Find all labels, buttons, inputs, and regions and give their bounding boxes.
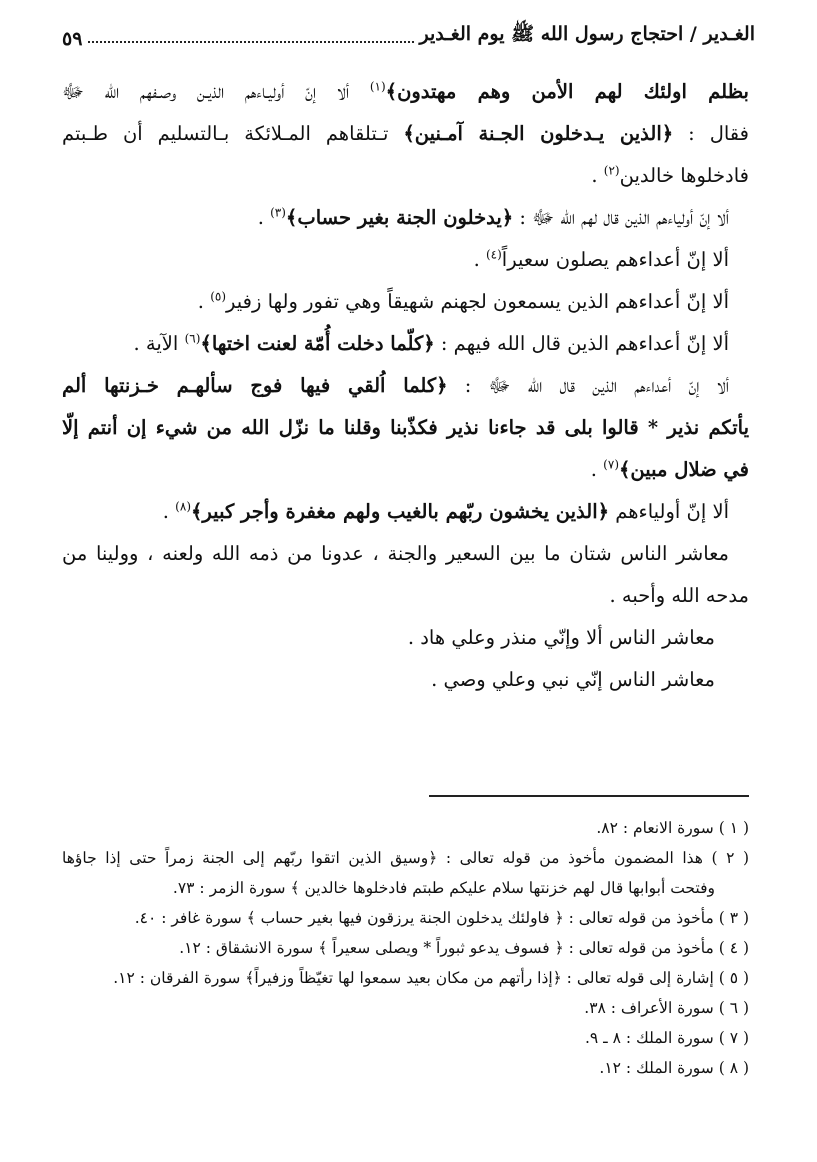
text-span: ألا إنّ أولياءهم الذين قال لهم الله ﷻ : (513, 206, 729, 229)
text-line-15 (62, 660, 715, 700)
text-span: مدحه الله وأحبه . (609, 584, 749, 607)
quran-quote: ﴿الذين يـدخلون الجـنة آمـنين﴾ (403, 122, 674, 145)
footnote-3: ( ٣ ) مأخوذ من قوله تعالى : ﴿ فاولئك يدخلون الجنة يرزقون فيها بغير حساب ﴾ سورة غافر : ٤٠. (134, 909, 749, 927)
text-line-5 (62, 240, 729, 280)
text-span: ألا إنّ أعداءهم يصلون سعيراً (501, 248, 729, 271)
text-span: ألا إنّ أعداءهم الذين قال الله ﷻ : (447, 374, 729, 397)
footnote-ref: (٣) (270, 205, 286, 220)
text-span: . (590, 458, 604, 481)
text-span: . (591, 164, 604, 187)
page-header (62, 14, 755, 50)
footnote-2-continued: وفتحت أبوابها قال لهم خزنتها سلام عليكم طبتم فادخلوها خالدين ﴾ سورة الزمر : ٧٣. (172, 879, 715, 897)
text-span: معاشر الناس إنّي نبي وعلي وصي . (431, 668, 715, 691)
text-span: فادخلوها خالدين (619, 164, 749, 187)
quran-quote: بظلم اولئك لهم الأمن وهم مهتدون﴾ (385, 80, 749, 103)
text-span: فقال : (673, 122, 749, 145)
footnote-4: ( ٤ ) مأخوذ من قوله تعالى : ﴿ فسوف يدعو ثبوراً * ويصلى سعيراً ﴾ سورة الانشقاق : ١٢. (179, 939, 749, 957)
text-span: تـتلقاهم المـلائكة بـالتسليم أن طـبتم (62, 122, 404, 145)
text-span: معاشر الناس ألا وإنّي منذر وعلي هاد . (407, 626, 715, 649)
footnote-2: ( ٢ ) هذا المضمون مأخوذ من قوله تعالى : ﴿وسيق الذين اتقوا ربّهم إلى الجنة زمراً حتى إذا جاؤها (62, 849, 749, 867)
footnote-ref: (٨) (175, 499, 191, 514)
footnote-1: ( ١ ) سورة الانعام : ٨٢. (596, 819, 749, 837)
text-span: ألا إنّ أوليـاءهم الذيـن وصـفهم الله ﷻ (62, 80, 370, 103)
header-dot-leader (88, 41, 413, 43)
quran-quote: ﴿كلما اُلقي فيها فوج سألهـم خـزنتها ألم (62, 374, 448, 397)
footnote-ref: (٤) (485, 247, 502, 262)
footnote-ref: (٢) (603, 163, 620, 178)
footnote-8: ( ٨ ) سورة الملك : ١٢. (599, 1059, 749, 1077)
footnote-6: ( ٦ ) سورة الأعراف : ٣٨. (584, 999, 749, 1017)
footnote-7: ( ٧ ) سورة الملك : ٨ ـ ٩. (584, 1029, 749, 1047)
text-line-1 (62, 72, 749, 112)
text-span: . (197, 290, 211, 313)
text-line-10 (62, 450, 749, 490)
quran-quote: ﴿كلّما دخلت أُمّة لعنت اختها﴾ (200, 332, 435, 355)
text-span: ألا إنّ أعداءهم الذين يسمعون لجهنم شهيقاً وهي تفور ولها زفير (226, 290, 729, 313)
text-line-8 (62, 366, 729, 406)
footnote-ref: (٧) (603, 457, 619, 472)
text-line-3 (62, 156, 749, 196)
text-span: الآية . (133, 332, 185, 355)
text-span: معاشر الناس شتان ما بين السعير والجنة ، عدونا من ذمه الله ولعنه ، وولينا من (62, 542, 729, 565)
footnote-separator (429, 795, 749, 797)
footnote-ref: (١) (369, 79, 386, 94)
quran-quote: في ضلال مبين﴾ (619, 458, 749, 481)
running-title: الغـدير / احتجاج رسول الله ﷺ يوم الغـدير (419, 23, 755, 45)
text-span: ألا إنّ أولياءهم (609, 500, 729, 523)
text-span: . (162, 500, 176, 523)
quran-quote: يأتكم نذير * قالوا بلى قد جاءنا نذير فكذّبنا وقلنا ما نزّل الله من شيء إن أنتم إلّا (62, 416, 749, 439)
footnote-ref: (٥) (210, 289, 227, 304)
quran-quote: ﴿يدخلون الجنة بغير حساب﴾ (285, 206, 514, 229)
text-span: ألا إنّ أعداءهم الذين قال الله فيهم : (434, 332, 729, 355)
text-line-4 (62, 198, 729, 238)
page-number: ٥٩ (62, 28, 83, 50)
footnote-ref: (٦) (184, 331, 201, 346)
text-line-12 (62, 534, 729, 574)
text-line-6 (62, 282, 729, 322)
text-line-13 (62, 576, 749, 616)
text-line-9 (62, 408, 749, 448)
text-span: . (473, 248, 486, 271)
quran-quote: ﴿الذين يخشون ربّهم بالغيب ولهم مغفرة وأجر كبير﴾ (191, 500, 610, 523)
text-line-14 (62, 618, 715, 658)
text-line-7 (62, 324, 729, 364)
text-span: . (257, 206, 271, 229)
text-line-11 (62, 492, 729, 532)
text-line-2 (62, 114, 749, 154)
footnote-5: ( ٥ ) إشارة إلى قوله تعالى : ﴿إذا رأتهم من مكان بعيد سمعوا لها تغيّظاً وزفيراً﴾ سورة الفرقان : ١٢. (113, 969, 749, 987)
